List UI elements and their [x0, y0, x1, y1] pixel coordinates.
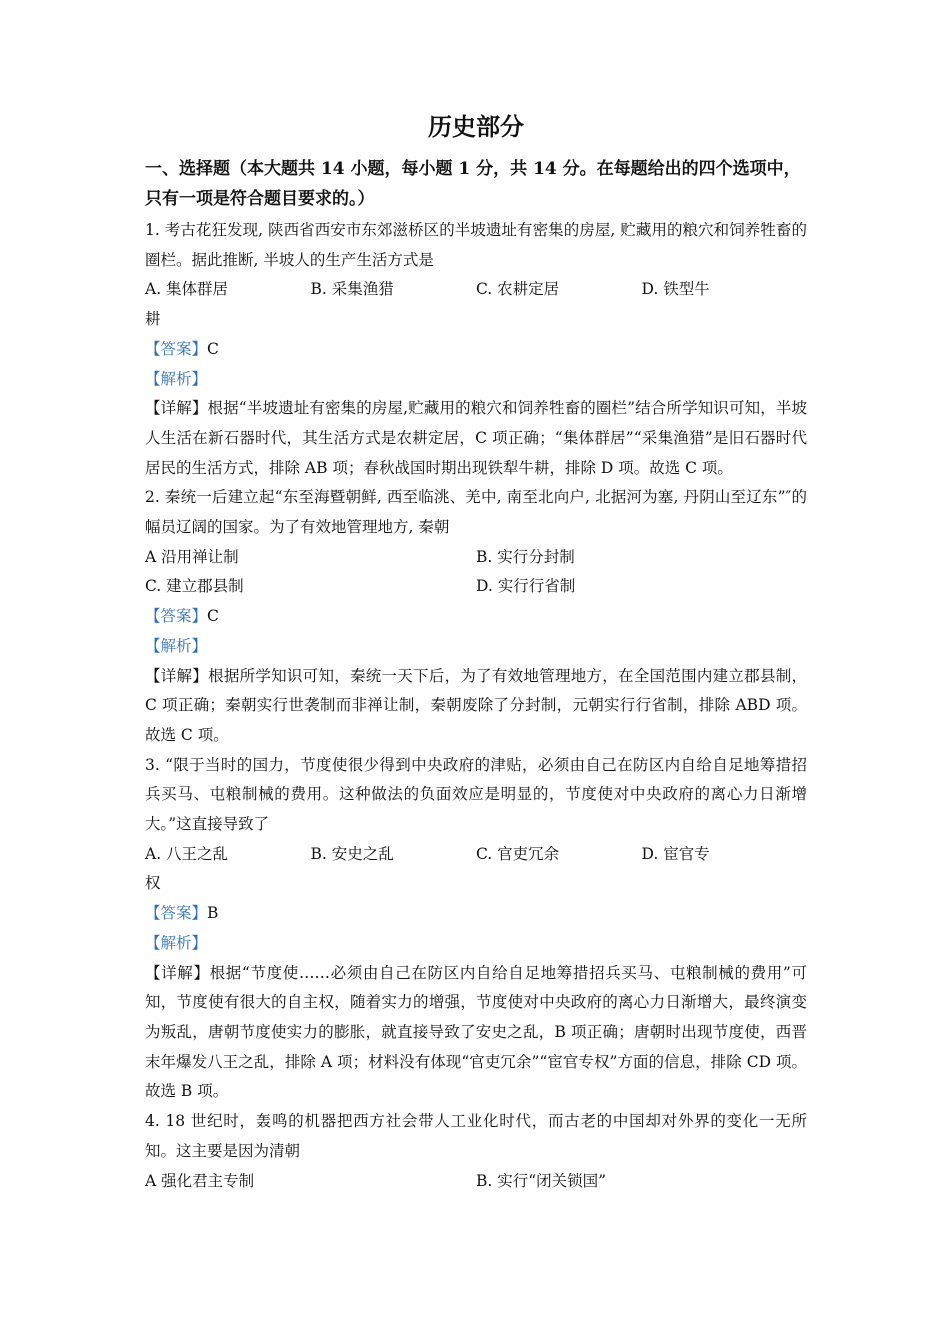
question-4-stem: 4. 18 世纪时，轰鸣的机器把西方社会带人工业化时代，而古老的中国却对外界的变化一无所知。这主要是因为清朝	[145, 1112, 807, 1160]
q3-answer-value: B	[207, 904, 219, 923]
q2-answer-value: C	[207, 607, 219, 626]
q2-option-a: A 沿用禅让制	[145, 547, 239, 566]
q1-option-b: B. 采集渔猎	[310, 280, 394, 299]
answer-label: 【答案】	[145, 607, 208, 626]
q3-option-c: C. 官吏冗余	[476, 844, 560, 863]
q3-answer	[145, 899, 807, 929]
q4-option-a: A 强化君主专制	[145, 1171, 255, 1190]
answer-label: 【答案】	[145, 904, 208, 923]
question-3-options	[145, 840, 807, 870]
q3-option-a: A. 八王之乱	[145, 844, 229, 863]
q1-detail: 【详解】根据“半坡遗址有密集的房屋,贮藏用的粮穴和饲养牲畜的圈栏”结合所学知识可知，半坡人生活在新石器时代，其生活方式是农耕定居，C 项正确；“集体群居”“采集渔猎”是旧石器时代居民的生活方式，排除 AB 项；春秋战国时期出现铁犁牛耕，排除 D 项。故选 C 项。	[145, 399, 807, 477]
q3-option-d: D. 宦官专	[641, 844, 710, 863]
q2-analysis-label: 【解析】	[145, 636, 208, 655]
question-3-stem: 3. “限于当时的国力，节度使很少得到中央政府的津贴，必须由自己在防区内自给自足地筹措招兵买马、屯粮制械的费用。这种做法的负面效应是明显的，节度使对中央政府的离心力日渐增大。”这直接导致了	[145, 755, 807, 834]
q3-option-d-continued: 权	[145, 874, 161, 893]
q1-option-d: D. 铁型牛	[641, 280, 710, 299]
question-2-stem: 2. 秦统一后建立起“东至海暨朝鲜, 西至临洮、羌中, 南至北向户, 北据河为塞, 丹阴山至辽东”″的幅员辽阔的国家。为了有效地管理地方, 秦朝	[145, 488, 807, 537]
q2-answer	[145, 602, 807, 632]
q4-option-b: B. 实行“闭关锁国”	[476, 1171, 607, 1190]
q2-option-d: D. 实行行省制	[476, 577, 576, 596]
question-1-options	[145, 275, 807, 305]
section-heading: 一、选择题（本大题共 14 小题，每小题 1 分，共 14 分。在每题给出的四个选项中，只有一项是符合题目要求的。）	[145, 159, 801, 209]
q1-answer-value: C	[207, 339, 219, 358]
question-2-options	[145, 543, 807, 602]
q1-answer	[145, 335, 807, 365]
q1-option-c: C. 农耕定居	[476, 280, 560, 299]
answer-label: 【答案】	[145, 339, 208, 358]
q1-analysis-label: 【解析】	[145, 369, 208, 388]
q3-detail: 【详解】根据“节度使……必须由自己在防区内自给自足地筹措招兵买马、屯粮制械的费用”可知，节度使有很大的自主权，随着实力的增强，节度使对中央政府的离心力日渐增大，最终演变为叛乱，唐朝节度使实力的膨胀，就直接导致了安史之乱，B 项正确；唐朝时出现节度使，西晋末年爆发八王之乱，排除 A 项；材料没有体现“官吏冗余”“宦官专权”方面的信息，排除 CD 项。故选 B 项。	[145, 963, 807, 1101]
document-page	[145, 110, 807, 1196]
q2-option-c: C. 建立郡县制	[145, 577, 244, 596]
question-4-options	[145, 1167, 807, 1197]
q3-option-b: B. 安史之乱	[310, 844, 394, 863]
q2-option-b: B. 实行分封制	[476, 547, 575, 566]
page-title: 历史部分	[428, 112, 524, 141]
question-1-stem: 1. 考古花狂发现, 陕西省西安市东郊滋桥区的半坡遗址有密集的房屋, 贮藏用的粮穴和饲养牲畜的圈栏。据此推断, 半坡人的生产生活方式是	[145, 221, 807, 269]
q3-analysis-label: 【解析】	[145, 933, 208, 952]
q2-detail: 【详解】根据所学知识可知，秦统一天下后，为了有效地管理地方，在全国范围内建立郡县制，C 项正确；秦朝实行世袭制而非禅让制，秦朝废除了分封制，元朝实行行省制，排除 ABD 项。故选 C 项。	[145, 666, 807, 744]
q1-option-a: A. 集体群居	[145, 280, 229, 299]
q1-option-d-continued: 耕	[145, 310, 161, 329]
